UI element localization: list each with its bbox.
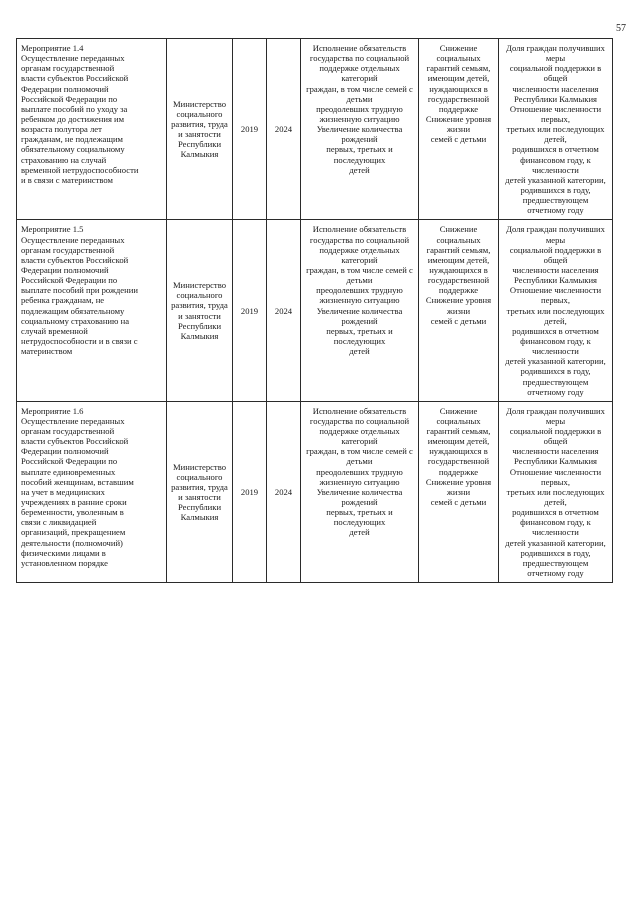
cell-text-line: связи с ликвидацией — [21, 517, 97, 528]
cell-text-line: детей указанной категории, — [505, 356, 606, 367]
cell-text-line: Калмыкия — [180, 512, 219, 523]
cell-text-line: детьми — [346, 93, 373, 104]
cell-text-line: Отношение численности первых, — [509, 285, 602, 306]
cell-text-line: преодолевших трудную — [316, 466, 403, 477]
cell-text-line: численности населения — [512, 446, 599, 457]
executor-cell — [167, 401, 233, 582]
cell-text-line: детей — [349, 527, 370, 538]
cell-text-line: Министерство — [173, 98, 226, 109]
cell-text-line: Республики — [177, 320, 222, 331]
cell-text-line: ребенка гражданам, не — [21, 295, 105, 306]
cell-text-line: граждан, в том числе семей с — [306, 264, 413, 275]
cell-text-line: Мероприятие 1.4 — [21, 43, 84, 53]
cell-text-line: развития, труда — [171, 300, 228, 311]
cell-text-line: выплате пособий при рождении — [21, 285, 138, 296]
start-year-cell: 2019 — [233, 401, 267, 582]
cell-text-line: Мероприятие 1.6 — [21, 405, 84, 416]
cell-text-line: первых, третьих и последующих — [326, 144, 393, 165]
start-year-cell: 2019 — [233, 220, 267, 401]
cell-text-line: органам государственной — [21, 426, 115, 437]
cell-text-line: жизненную ситуацию — [319, 113, 400, 124]
cell-text-line: Министерство — [173, 461, 226, 472]
cell-text-line: социальной поддержки в общей — [509, 63, 602, 84]
cell-text-line: детей указанной категории, — [505, 537, 606, 548]
indicators-cell — [499, 401, 613, 582]
cell-text-line: государственной — [427, 275, 490, 286]
cell-text-line: страхованию на случай — [21, 154, 107, 165]
cell-text-line: родившихся в году, — [520, 547, 591, 558]
activity-name-cell — [17, 401, 167, 582]
cell-text-line: Увеличение количества рождений — [316, 124, 403, 145]
cell-text-line: поддержке — [438, 103, 479, 114]
cell-text-line: Отношение численности первых, — [509, 103, 602, 124]
cell-text-line: на учет в медицинских — [21, 486, 105, 497]
cell-text-line: Российской Федерации по — [21, 93, 118, 104]
cell-text-line: Снижение уровня жизни — [425, 295, 492, 316]
cell-text-line: Республики — [177, 139, 222, 150]
cell-text-line: социальной поддержки в общей — [509, 426, 602, 447]
table-row — [17, 39, 613, 220]
cell-text-line: организаций, прекращением — [21, 527, 126, 538]
expected-result-cell — [301, 39, 419, 220]
cell-text-line: гражданам, не подлежащим — [21, 134, 124, 145]
cell-text-line: Республики Калмыкия — [514, 275, 597, 286]
cell-text-line: развития, труда — [171, 481, 228, 492]
cell-text-line: Доля граждан получивших меры — [506, 43, 605, 64]
table-row — [17, 401, 613, 582]
cell-text-line: нуждающихся в — [429, 83, 488, 94]
cell-text-line: предшествующем отчетному году — [522, 376, 589, 397]
cell-text-line: нуждающихся в — [429, 446, 488, 457]
activity-name-cell — [17, 220, 167, 401]
cell-text-line: граждан, в том числе семей с — [306, 446, 413, 457]
cell-text-line: родившихся в году, — [520, 184, 591, 195]
cell-text-line: материнством — [21, 346, 73, 357]
cell-text-line: государства по социальной — [309, 234, 410, 245]
cell-text-line: предшествующем отчетному году — [522, 195, 589, 216]
cell-text-line: первых, третьих и последующих — [326, 507, 393, 528]
cell-text-line: поддержке отдельных категорий — [319, 63, 400, 84]
cell-text-line: Калмыкия — [180, 149, 219, 160]
cell-text-line: родившихся в отчетном — [512, 507, 599, 518]
cell-text-line: нуждающихся в — [429, 264, 488, 275]
cell-text-line: временной нетрудоспособности — [21, 164, 139, 175]
cell-text-line: родившихся в отчетном — [512, 144, 599, 155]
cell-text-line: Калмыкия — [180, 330, 219, 341]
cell-text-line: и занятости — [178, 129, 221, 140]
cell-text-line: государственной — [427, 93, 490, 104]
cell-text-line: первых, третьих и последующих — [326, 325, 393, 346]
cell-text-line: финансовом году, к численности — [520, 335, 591, 357]
cell-text-line: развития, труда — [171, 119, 228, 130]
cell-text-line: выплате единовременных — [21, 466, 116, 477]
cell-text-line: деятельности (полномочий) — [21, 537, 123, 548]
indicators-cell — [499, 39, 613, 220]
cell-text-line: учреждениях в ранние сроки — [21, 497, 127, 508]
cell-text-line: Российской Федерации по — [21, 275, 118, 286]
cell-text-line: Доля граждан получивших меры — [506, 405, 605, 426]
program-activities-table — [16, 38, 613, 583]
cell-text-line: Республики Калмыкия — [514, 456, 597, 467]
cell-text-line: поддержке — [438, 466, 479, 477]
cell-text-line: гарантий семьям, — [426, 63, 491, 74]
cell-text-line: и занятости — [178, 491, 221, 502]
end-year-cell: 2024 — [267, 401, 301, 582]
cell-text-line: власти субъектов Российской — [21, 73, 129, 84]
cell-text-line: органам государственной — [21, 63, 115, 74]
cell-text-line: семей с детьми — [430, 497, 487, 508]
cell-text-line: поддержке отдельных категорий — [319, 426, 400, 447]
cell-text-line: органам государственной — [21, 244, 115, 255]
cell-text-line: Министерство — [173, 280, 226, 291]
cell-text-line: власти субъектов Российской — [21, 436, 129, 447]
cell-text-line: третьих или последующих детей, — [506, 305, 605, 326]
cell-text-line: Осуществление переданных — [21, 234, 125, 245]
cell-text-line: государства по социальной — [309, 53, 410, 64]
cell-text-line: и в связи с материнством — [21, 174, 113, 185]
cell-text-line: Российской Федерации по — [21, 456, 118, 467]
cell-text-line: ребенком до достижения им — [21, 113, 125, 124]
cell-text-line: Увеличение количества рождений — [316, 486, 403, 508]
cell-text-line: Отношение численности первых, — [509, 466, 602, 487]
start-year-cell: 2019 — [233, 39, 267, 220]
cell-text-line: обязательному социальному — [21, 144, 125, 155]
cell-text-line: государственной — [427, 456, 490, 467]
cell-text-line: выплате пособий по уходу за — [21, 103, 128, 114]
cell-text-line: имеющим детей, — [427, 254, 490, 265]
cell-text-line: нетрудоспособности и в связи с — [21, 335, 138, 346]
end-year-cell: 2024 — [267, 220, 301, 401]
cell-text-line: Федерации полномочий — [21, 264, 109, 275]
cell-text-line: имеющим детей, — [427, 436, 490, 447]
cell-text-line: Осуществление переданных — [21, 415, 125, 426]
cell-text-line: третьих или последующих детей, — [506, 486, 605, 508]
cell-text-line: родившихся в году, — [520, 366, 591, 377]
cell-text-line: гарантий семьям, — [426, 244, 491, 255]
cell-text-line: подлежащим обязательному — [21, 305, 125, 316]
indicators-cell — [499, 220, 613, 401]
cell-text-line: государства по социальной — [309, 415, 410, 426]
cell-text-line: социальному страхованию на — [21, 315, 130, 326]
cell-text-line: жизненную ситуацию — [319, 295, 400, 306]
cell-text-line: Федерации полномочий — [21, 83, 109, 94]
cell-text-line: родившихся в отчетном — [512, 325, 599, 336]
consequences-cell — [419, 220, 499, 401]
cell-text-line: Снижение социальных — [436, 43, 481, 64]
cell-text-line: предшествующем отчетному году — [522, 557, 589, 579]
cell-text-line: детей — [349, 164, 370, 175]
cell-text-line: детей указанной категории, — [505, 174, 606, 185]
cell-text-line: численности населения — [512, 264, 599, 275]
cell-text-line: имеющим детей, — [427, 73, 490, 84]
cell-text-line: социального — [176, 290, 223, 301]
cell-text-line: Снижение социальных — [436, 224, 481, 245]
cell-text-line: Республики — [177, 502, 222, 513]
cell-text-line: численности населения — [512, 83, 599, 94]
cell-text-line: установленном порядке — [21, 557, 108, 568]
cell-text-line: Доля граждан получивших меры — [506, 224, 605, 245]
cell-text-line: Мероприятие 1.5 — [21, 224, 84, 235]
cell-text-line: финансовом году, к численности — [520, 517, 591, 538]
cell-text-line: семей с детьми — [430, 134, 487, 145]
page-number: 57 — [616, 23, 626, 34]
consequences-cell — [419, 39, 499, 220]
cell-text-line: случай временной — [21, 325, 88, 336]
cell-text-line: преодолевших трудную — [316, 285, 403, 296]
cell-text-line: гарантий семьям, — [426, 426, 491, 437]
cell-text-line: возраста полутора лет — [21, 124, 102, 135]
cell-text-line: Осуществление переданных — [21, 53, 125, 64]
table-body — [17, 39, 613, 583]
cell-text-line: семей с детьми — [430, 315, 487, 326]
expected-result-cell — [301, 401, 419, 582]
cell-text-line: власти субъектов Российской — [21, 254, 129, 265]
cell-text-line: социального — [176, 108, 223, 119]
expected-result-cell — [301, 220, 419, 401]
cell-text-line: Увеличение количества рождений — [316, 305, 403, 326]
end-year-cell: 2024 — [267, 39, 301, 220]
cell-text-line: пособий женщинам, вставшим — [21, 476, 134, 487]
activity-name-cell — [17, 39, 167, 220]
cell-text-line: Снижение уровня жизни — [425, 113, 492, 135]
cell-text-line: Республики Калмыкия — [514, 93, 597, 104]
cell-text-line: социального — [176, 471, 223, 482]
cell-text-line: третьих или последующих детей, — [506, 124, 605, 145]
cell-text-line: поддержке отдельных категорий — [319, 244, 400, 265]
cell-text-line: Снижение социальных — [436, 405, 481, 426]
cell-text-line: детьми — [346, 456, 373, 467]
cell-text-line: детей — [349, 346, 370, 357]
cell-text-line: Снижение уровня жизни — [425, 476, 492, 497]
cell-text-line: Исполнение обязательств — [312, 224, 407, 235]
table-row — [17, 220, 613, 401]
cell-text-line: беременности, уволенным в — [21, 507, 124, 518]
cell-text-line: поддержке — [438, 285, 479, 296]
executor-cell — [167, 220, 233, 401]
executor-cell — [167, 39, 233, 220]
consequences-cell — [419, 401, 499, 582]
cell-text-line: физическими лицами в — [21, 547, 106, 558]
cell-text-line: социальной поддержки в общей — [509, 244, 602, 265]
cell-text-line: детьми — [346, 275, 373, 286]
cell-text-line: Исполнение обязательств — [312, 43, 407, 53]
cell-text-line: Федерации полномочий — [21, 446, 109, 457]
cell-text-line: и занятости — [178, 310, 221, 321]
cell-text-line: преодолевших трудную — [316, 103, 403, 114]
cell-text-line: финансовом году, к численности — [520, 154, 591, 175]
cell-text-line: жизненную ситуацию — [319, 476, 400, 487]
cell-text-line: граждан, в том числе семей с — [306, 83, 413, 94]
cell-text-line: Исполнение обязательств — [312, 405, 407, 416]
